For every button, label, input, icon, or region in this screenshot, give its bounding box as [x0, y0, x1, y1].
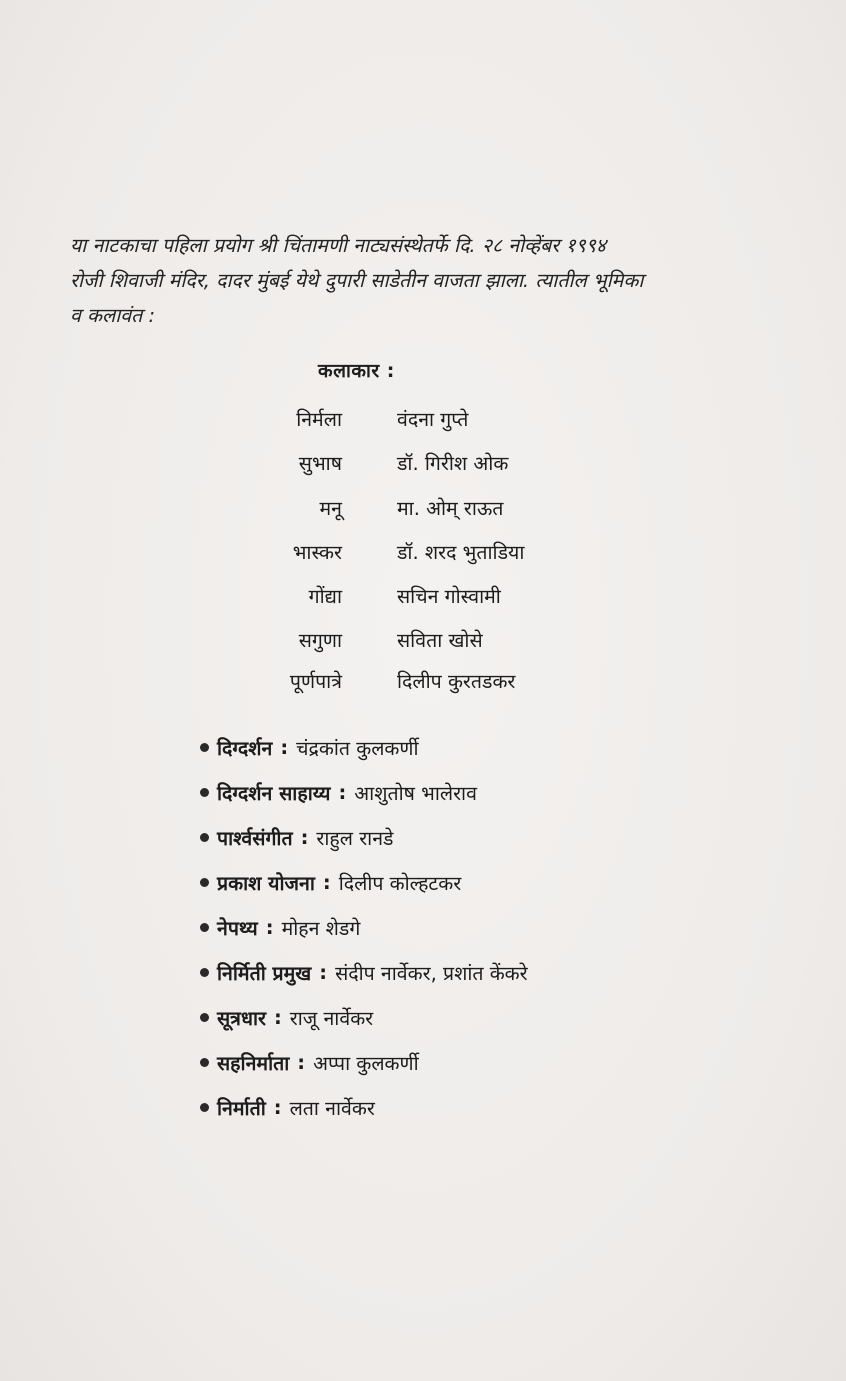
cast-actor: दिलीप कुरतडकर	[397, 670, 516, 693]
bullet-icon	[200, 743, 209, 752]
cast-role: सुभाष	[298, 452, 342, 475]
cast-actor: सविता खोसे	[397, 629, 483, 652]
crew-name: अप्पा कुलकर्णी	[313, 1051, 419, 1075]
crew-role: दिग्दर्शन	[217, 736, 273, 760]
intro-paragraph	[70, 228, 760, 333]
cast-row	[0, 538, 846, 568]
cast-role: निर्मला	[296, 408, 342, 431]
bullet-icon	[200, 923, 209, 932]
list-item	[200, 1092, 375, 1122]
cast-actor: डॉ. गिरीश ओक	[397, 452, 509, 475]
separator: :	[265, 915, 274, 939]
list-item	[200, 1047, 419, 1077]
crew-name: राजू नार्वेकर	[289, 1006, 374, 1030]
cast-role: भास्कर	[292, 541, 342, 564]
separator: :	[322, 870, 331, 894]
cast-role: मनू	[319, 497, 342, 520]
intro-line-2: रोजी शिवाजी मंदिर, दादर मुंबई येथे दुपारी साडेतीन वाजता झाला. त्यातील भूमिका	[70, 269, 644, 292]
cast-row	[0, 667, 846, 697]
bullet-icon	[200, 833, 209, 842]
crew-name: लता नार्वेकर	[289, 1096, 375, 1120]
separator: :	[280, 735, 289, 759]
list-item	[200, 1002, 373, 1032]
list-item	[200, 867, 461, 897]
crew-name: मोहन शेडगे	[281, 916, 361, 940]
cast-heading: कलाकार :	[318, 360, 395, 382]
crew-name: चंद्रकांत कुलकर्णी	[296, 736, 419, 760]
cast-role: गोंद्या	[308, 585, 342, 608]
crew-role: निर्मिती प्रमुख	[217, 961, 312, 985]
separator: :	[297, 1050, 306, 1074]
cast-row	[0, 494, 846, 524]
list-item	[200, 777, 477, 807]
bullet-icon	[200, 878, 209, 887]
cast-row	[0, 626, 846, 656]
cast-actor: वंदना गुप्ते	[397, 408, 469, 431]
cast-actor: डॉ. शरद भुताडिया	[397, 541, 525, 564]
crew-role: पार्श्वसंगीत	[217, 826, 293, 850]
crew-name: राहुल रानडे	[316, 826, 394, 850]
list-item	[200, 957, 528, 987]
bullet-icon	[200, 1103, 209, 1112]
bullet-icon	[200, 1013, 209, 1022]
cast-role: पूर्णपात्रे	[289, 670, 342, 693]
crew-role: सूत्रधार	[217, 1006, 266, 1030]
separator: :	[300, 825, 309, 849]
bullet-icon	[200, 968, 209, 977]
cast-row	[0, 449, 846, 479]
list-item	[200, 822, 394, 852]
cast-role: सगुणा	[298, 629, 342, 652]
crew-role: नेपथ्य	[217, 916, 258, 940]
separator: :	[319, 960, 328, 984]
crew-role: प्रकाश योजना	[217, 871, 315, 895]
crew-name: संदीप नार्वेकर, प्रशांत केंकरे	[335, 961, 528, 985]
separator: :	[338, 780, 347, 804]
cast-row	[0, 582, 846, 612]
separator: :	[273, 1005, 282, 1029]
crew-name: आशुतोष भालेराव	[354, 781, 477, 805]
intro-line-1: या नाटकाचा पहिला प्रयोग श्री चिंतामणी नाट्यसंस्थेतर्फे दि. २८ नोव्हेंबर १९९४	[70, 234, 607, 257]
crew-name: दिलीप कोल्हटकर	[338, 871, 462, 895]
bullet-icon	[200, 788, 209, 797]
cast-actor: सचिन गोस्वामी	[397, 585, 501, 608]
separator: :	[273, 1095, 282, 1119]
list-item	[200, 912, 360, 942]
bullet-icon	[200, 1058, 209, 1067]
cast-actor: मा. ओम् राऊत	[397, 497, 504, 520]
crew-role: सहनिर्माता	[217, 1051, 290, 1075]
crew-role: दिग्दर्शन साहाय्य	[217, 781, 331, 805]
crew-role: निर्माती	[217, 1096, 266, 1120]
cast-row	[0, 405, 846, 435]
intro-line-3: व कलावंत :	[70, 304, 156, 327]
list-item	[200, 732, 419, 762]
